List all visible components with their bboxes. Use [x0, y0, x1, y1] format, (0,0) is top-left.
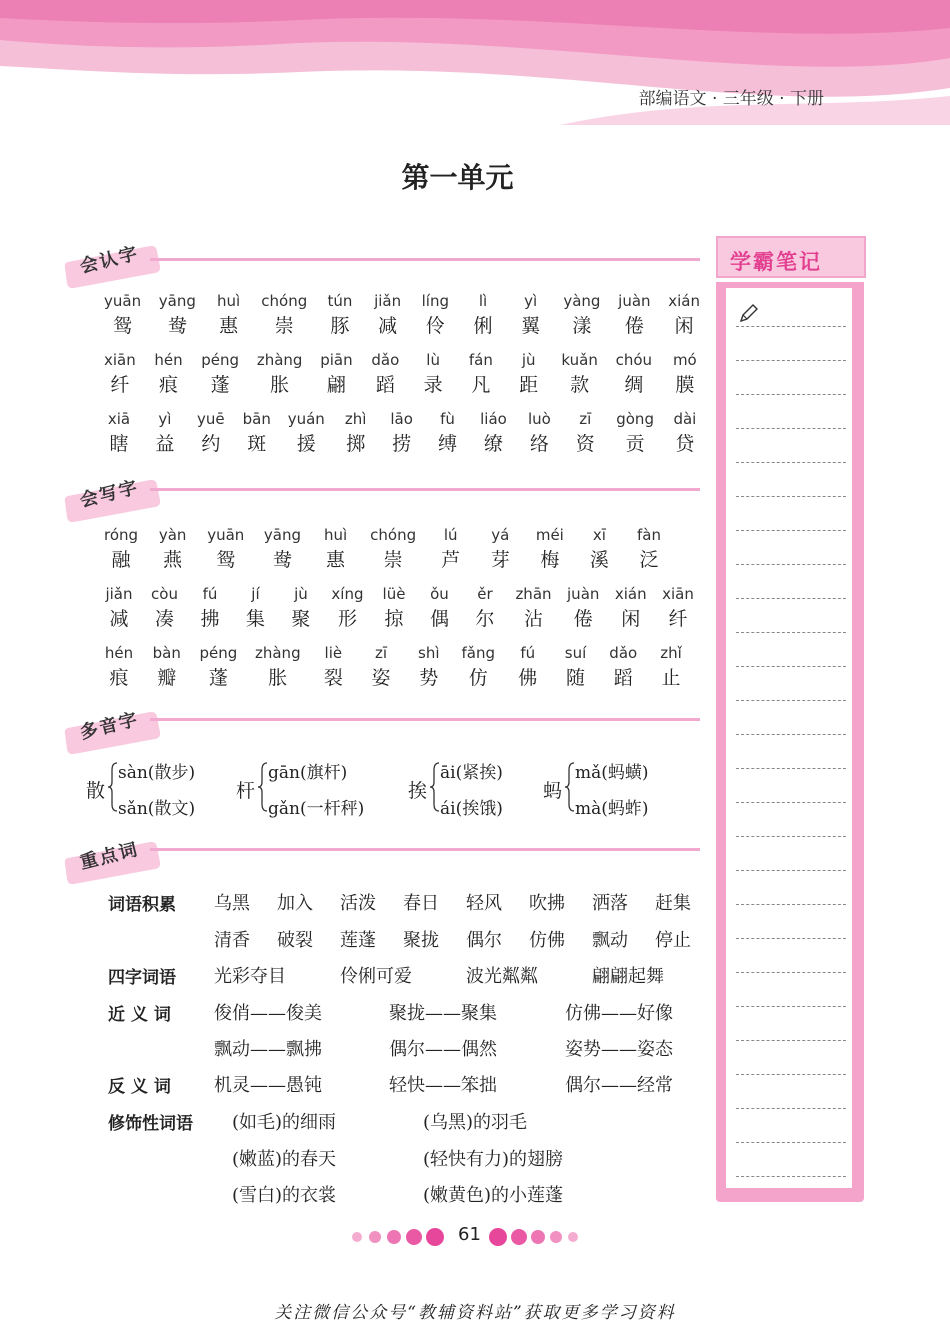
kw-pair: 偶尔——经常	[565, 1075, 673, 1096]
section-divider	[150, 488, 700, 491]
poly-reading-2: mà(蚂蚱)	[575, 799, 649, 819]
poly-reading-1: mǎ(蚂蟥)	[575, 763, 649, 783]
dot	[406, 1229, 422, 1245]
note-line	[736, 1074, 846, 1075]
kw-pair: 仿佛——好像	[565, 1003, 673, 1024]
char-cell: piān 翩	[320, 351, 353, 396]
note-line	[736, 530, 846, 531]
char-cell: kuǎn 款	[561, 351, 598, 396]
char-cell: juàn 倦	[567, 585, 600, 630]
char-cell: gòng 贡	[616, 410, 654, 455]
kw-phrase: (如毛)的细雨	[232, 1112, 337, 1133]
char-cell: huì 惠	[323, 526, 348, 571]
note-line	[736, 1142, 846, 1143]
kw-word: 清香	[214, 930, 250, 951]
polyphonic-item	[543, 758, 693, 818]
char-cell: suí 随	[564, 644, 587, 689]
dot	[387, 1230, 401, 1244]
char-cell: chóu 绸	[615, 351, 653, 396]
char-cell: péng 蓬	[199, 644, 238, 689]
kw-label-antonyms: 反 义 词	[108, 1077, 171, 1097]
poly-reading-1: āi(紧挨)	[440, 763, 503, 783]
char-cell: ěr 尔	[475, 585, 495, 630]
write-row-2	[104, 584, 694, 633]
note-line	[736, 768, 846, 769]
poly-reading-2: gǎn(一杆秤)	[268, 799, 365, 819]
kw-pair: 飘动——飘拂	[214, 1039, 322, 1060]
notes-title: 学霸笔记	[730, 250, 822, 274]
notes-header	[716, 236, 866, 278]
dot	[531, 1230, 545, 1244]
kw-word: 轻风	[466, 893, 502, 914]
kw-word: 仿佛	[529, 930, 565, 951]
char-cell: lāo 捞	[390, 410, 413, 455]
char-cell: xián 闲	[614, 585, 647, 630]
char-cell: yì 益	[155, 410, 175, 455]
char-cell: jí 集	[245, 585, 265, 630]
poly-reading-1: gān(旗杆)	[268, 763, 348, 783]
char-cell: yàn 燕	[158, 526, 187, 571]
note-line	[736, 1040, 846, 1041]
char-cell: zhān 沾	[515, 585, 552, 630]
poly-char: 蚂	[543, 780, 563, 802]
char-cell: hén 痕	[104, 644, 134, 689]
page-title: 第一单元	[401, 161, 514, 194]
kw-label-four-char: 四字词语	[108, 968, 176, 988]
kw-word: 吹拂	[529, 893, 565, 914]
char-cell: huì 惠	[216, 292, 241, 337]
char-cell: fú 拂	[200, 585, 220, 630]
char-cell: còu 凑	[151, 585, 178, 630]
char-cell: dǎo 蹈	[371, 351, 400, 396]
kw-word: 波光粼粼	[466, 966, 538, 987]
kw-word: 偶尔	[466, 930, 502, 951]
kw-phrase: (乌黑)的羽毛	[423, 1112, 528, 1133]
note-line	[736, 428, 846, 429]
char-cell: yāng 鸯	[158, 292, 196, 337]
char-cell: dǎo 蹈	[609, 644, 638, 689]
polyphonic-item	[408, 758, 538, 818]
kw-label-modifiers: 修饰性词语	[108, 1114, 193, 1134]
dot	[489, 1228, 507, 1246]
kw-word: 春日	[403, 893, 439, 914]
char-cell: zī 姿	[371, 644, 391, 689]
char-cell: tún 豚	[327, 292, 353, 337]
char-cell: yāng 鸯	[263, 526, 301, 571]
char-cell: yì 翼	[521, 292, 541, 337]
char-cell: chóng 崇	[370, 526, 417, 571]
note-line	[736, 1006, 846, 1007]
kw-word: 翩翩起舞	[592, 966, 664, 987]
kw-word: 飘动	[592, 930, 628, 951]
char-cell: zī 资	[575, 410, 595, 455]
char-cell: lú 芦	[441, 526, 461, 571]
char-cell: shì 势	[418, 644, 440, 689]
char-cell: yuān 鸳	[104, 292, 142, 337]
dot	[568, 1232, 578, 1242]
char-cell: xíng 形	[331, 585, 364, 630]
kw-label-synonyms: 近 义 词	[108, 1005, 171, 1025]
section-tag-keywords	[64, 840, 164, 882]
subject-label: 部编语文 · 三年级 · 下册	[638, 89, 824, 109]
poly-reading-2: sǎn(散文)	[118, 799, 196, 819]
brace-shape	[258, 762, 268, 812]
char-cell: róng 融	[104, 526, 139, 571]
kw-word: 赶集	[655, 893, 691, 914]
char-cell: yuē 约	[197, 410, 225, 455]
kw-word: 加入	[277, 893, 313, 914]
char-cell: juàn 倦	[618, 292, 651, 337]
kw-word: 光彩夺目	[214, 966, 286, 987]
kw-phrase: (嫩蓝)的春天	[232, 1149, 337, 1170]
note-line	[736, 836, 846, 837]
poly-char: 杆	[236, 780, 256, 802]
write-row-3	[104, 643, 686, 692]
kw-pair: 聚拢——聚集	[389, 1003, 497, 1024]
note-line	[736, 564, 846, 565]
note-line	[736, 972, 846, 973]
note-line	[736, 496, 846, 497]
note-line	[736, 870, 846, 871]
brace-shape	[565, 762, 575, 812]
notes-lined-area	[726, 288, 852, 1188]
char-cell: chóng 崇	[261, 292, 308, 337]
section-tag-polyphonic	[64, 710, 164, 752]
poly-char: 挨	[408, 780, 428, 802]
note-line	[736, 1176, 846, 1177]
note-line	[736, 666, 846, 667]
kw-word: 洒落	[592, 893, 628, 914]
char-cell: péng 蓬	[201, 351, 240, 396]
char-cell: yuān 鸳	[207, 526, 245, 571]
recognize-row-3	[104, 409, 700, 458]
recognize-row-2	[104, 350, 700, 399]
pencil-icon	[738, 302, 760, 324]
note-line	[736, 904, 846, 905]
dot	[550, 1231, 562, 1243]
kw-phrase: (嫩黄色)的小莲蓬	[423, 1185, 564, 1206]
char-cell: luò 络	[527, 410, 551, 455]
page-number: 61	[458, 1224, 481, 1245]
char-cell: xiā 瞎	[107, 410, 131, 455]
char-cell: jù 距	[519, 351, 539, 396]
poly-reading-2: ái(挨饿)	[440, 799, 503, 819]
char-cell: xián 闲	[668, 292, 700, 337]
kw-word: 活泼	[340, 893, 376, 914]
dot	[511, 1229, 527, 1245]
kw-phrase: (雪白)的衣裳	[232, 1185, 337, 1206]
char-cell: fù 缚	[438, 410, 458, 455]
char-cell: lù 录	[423, 351, 443, 396]
section-label: 会认字	[77, 242, 142, 278]
char-cell: hén 痕	[154, 351, 183, 396]
char-cell: yuán 援	[287, 410, 325, 455]
kw-pair: 姿势——姿态	[565, 1039, 673, 1060]
note-line	[736, 938, 846, 939]
char-cell: ǒu 偶	[429, 585, 449, 630]
section-label: 会写字	[77, 476, 142, 512]
section-divider	[150, 718, 700, 721]
note-line	[736, 326, 846, 327]
char-cell: zhàng 胀	[254, 644, 301, 689]
footer-note: 关注微信公众号“教辅资料站”获取更多学习资料	[274, 1303, 676, 1323]
dot	[352, 1232, 362, 1242]
note-line	[736, 462, 846, 463]
char-cell: fǎng 仿	[461, 644, 496, 689]
section-divider	[150, 258, 700, 261]
char-cell: bàn 瓣	[152, 644, 181, 689]
kw-pair: 轻快——笨拙	[389, 1075, 497, 1096]
poly-char: 散	[86, 780, 106, 802]
char-cell: zhǐ 止	[660, 644, 682, 689]
char-cell: lì 俐	[473, 292, 493, 337]
kw-pair: 俊俏——俊美	[214, 1003, 322, 1024]
kw-word: 聚拢	[403, 930, 439, 951]
section-label: 多音字	[77, 708, 142, 744]
char-cell: fán 凡	[468, 351, 493, 396]
note-line	[736, 1108, 846, 1109]
char-cell: lüè 掠	[382, 585, 406, 630]
char-cell: jiǎn 减	[374, 292, 402, 337]
poly-reading-1: sàn(散步)	[118, 763, 196, 783]
char-cell: zhàng 胀	[256, 351, 303, 396]
kw-label-accumulate: 词语积累	[108, 895, 176, 915]
char-cell: zhì 掷	[344, 410, 367, 455]
char-cell: fú 佛	[518, 644, 538, 689]
char-cell: fàn 泛	[637, 526, 661, 571]
kw-word: 停止	[655, 930, 691, 951]
note-line	[736, 598, 846, 599]
dot	[426, 1228, 444, 1246]
note-line	[736, 394, 846, 395]
note-line	[736, 360, 846, 361]
section-divider	[150, 848, 700, 851]
note-line	[736, 700, 846, 701]
char-cell: xī 溪	[589, 526, 609, 571]
char-cell: dài 贷	[673, 410, 697, 455]
char-cell: liáo 缭	[480, 410, 507, 455]
brace-shape	[108, 762, 118, 812]
kw-pair: 偶尔——偶然	[389, 1039, 497, 1060]
notes-body	[716, 282, 864, 1202]
dot	[369, 1231, 381, 1243]
char-cell: jù 聚	[291, 585, 311, 630]
note-line	[736, 734, 846, 735]
char-cell: líng 伶	[421, 292, 449, 337]
brace-shape	[430, 762, 440, 812]
polyphonic-item	[86, 758, 226, 818]
notes-panel	[716, 236, 866, 1202]
char-cell: méi 梅	[535, 526, 564, 571]
char-cell: yàng 漾	[563, 292, 601, 337]
char-cell: liè 裂	[323, 644, 343, 689]
char-cell: xiān 纤	[662, 585, 694, 630]
write-row-1	[104, 525, 664, 574]
kw-pair: 机灵——愚钝	[214, 1075, 322, 1096]
char-cell: mó 膜	[672, 351, 697, 396]
kw-word: 破裂	[277, 930, 313, 951]
section-tag-write	[64, 478, 164, 520]
note-line	[736, 802, 846, 803]
kw-phrase: (轻快有力)的翅膀	[423, 1149, 564, 1170]
kw-word: 莲蓬	[340, 930, 376, 951]
polyphonic-item	[236, 758, 396, 818]
note-line	[736, 632, 846, 633]
char-cell: jiǎn 减	[105, 585, 133, 630]
recognize-row-1	[104, 291, 700, 340]
kw-word: 伶俐可爱	[340, 966, 412, 987]
kw-word: 乌黑	[214, 893, 250, 914]
char-cell: xiān 纤	[104, 351, 136, 396]
char-cell: bān 斑	[242, 410, 271, 455]
char-cell: yá 芽	[490, 526, 510, 571]
section-tag-recognize	[64, 244, 164, 286]
section-label: 重点词	[77, 838, 142, 874]
